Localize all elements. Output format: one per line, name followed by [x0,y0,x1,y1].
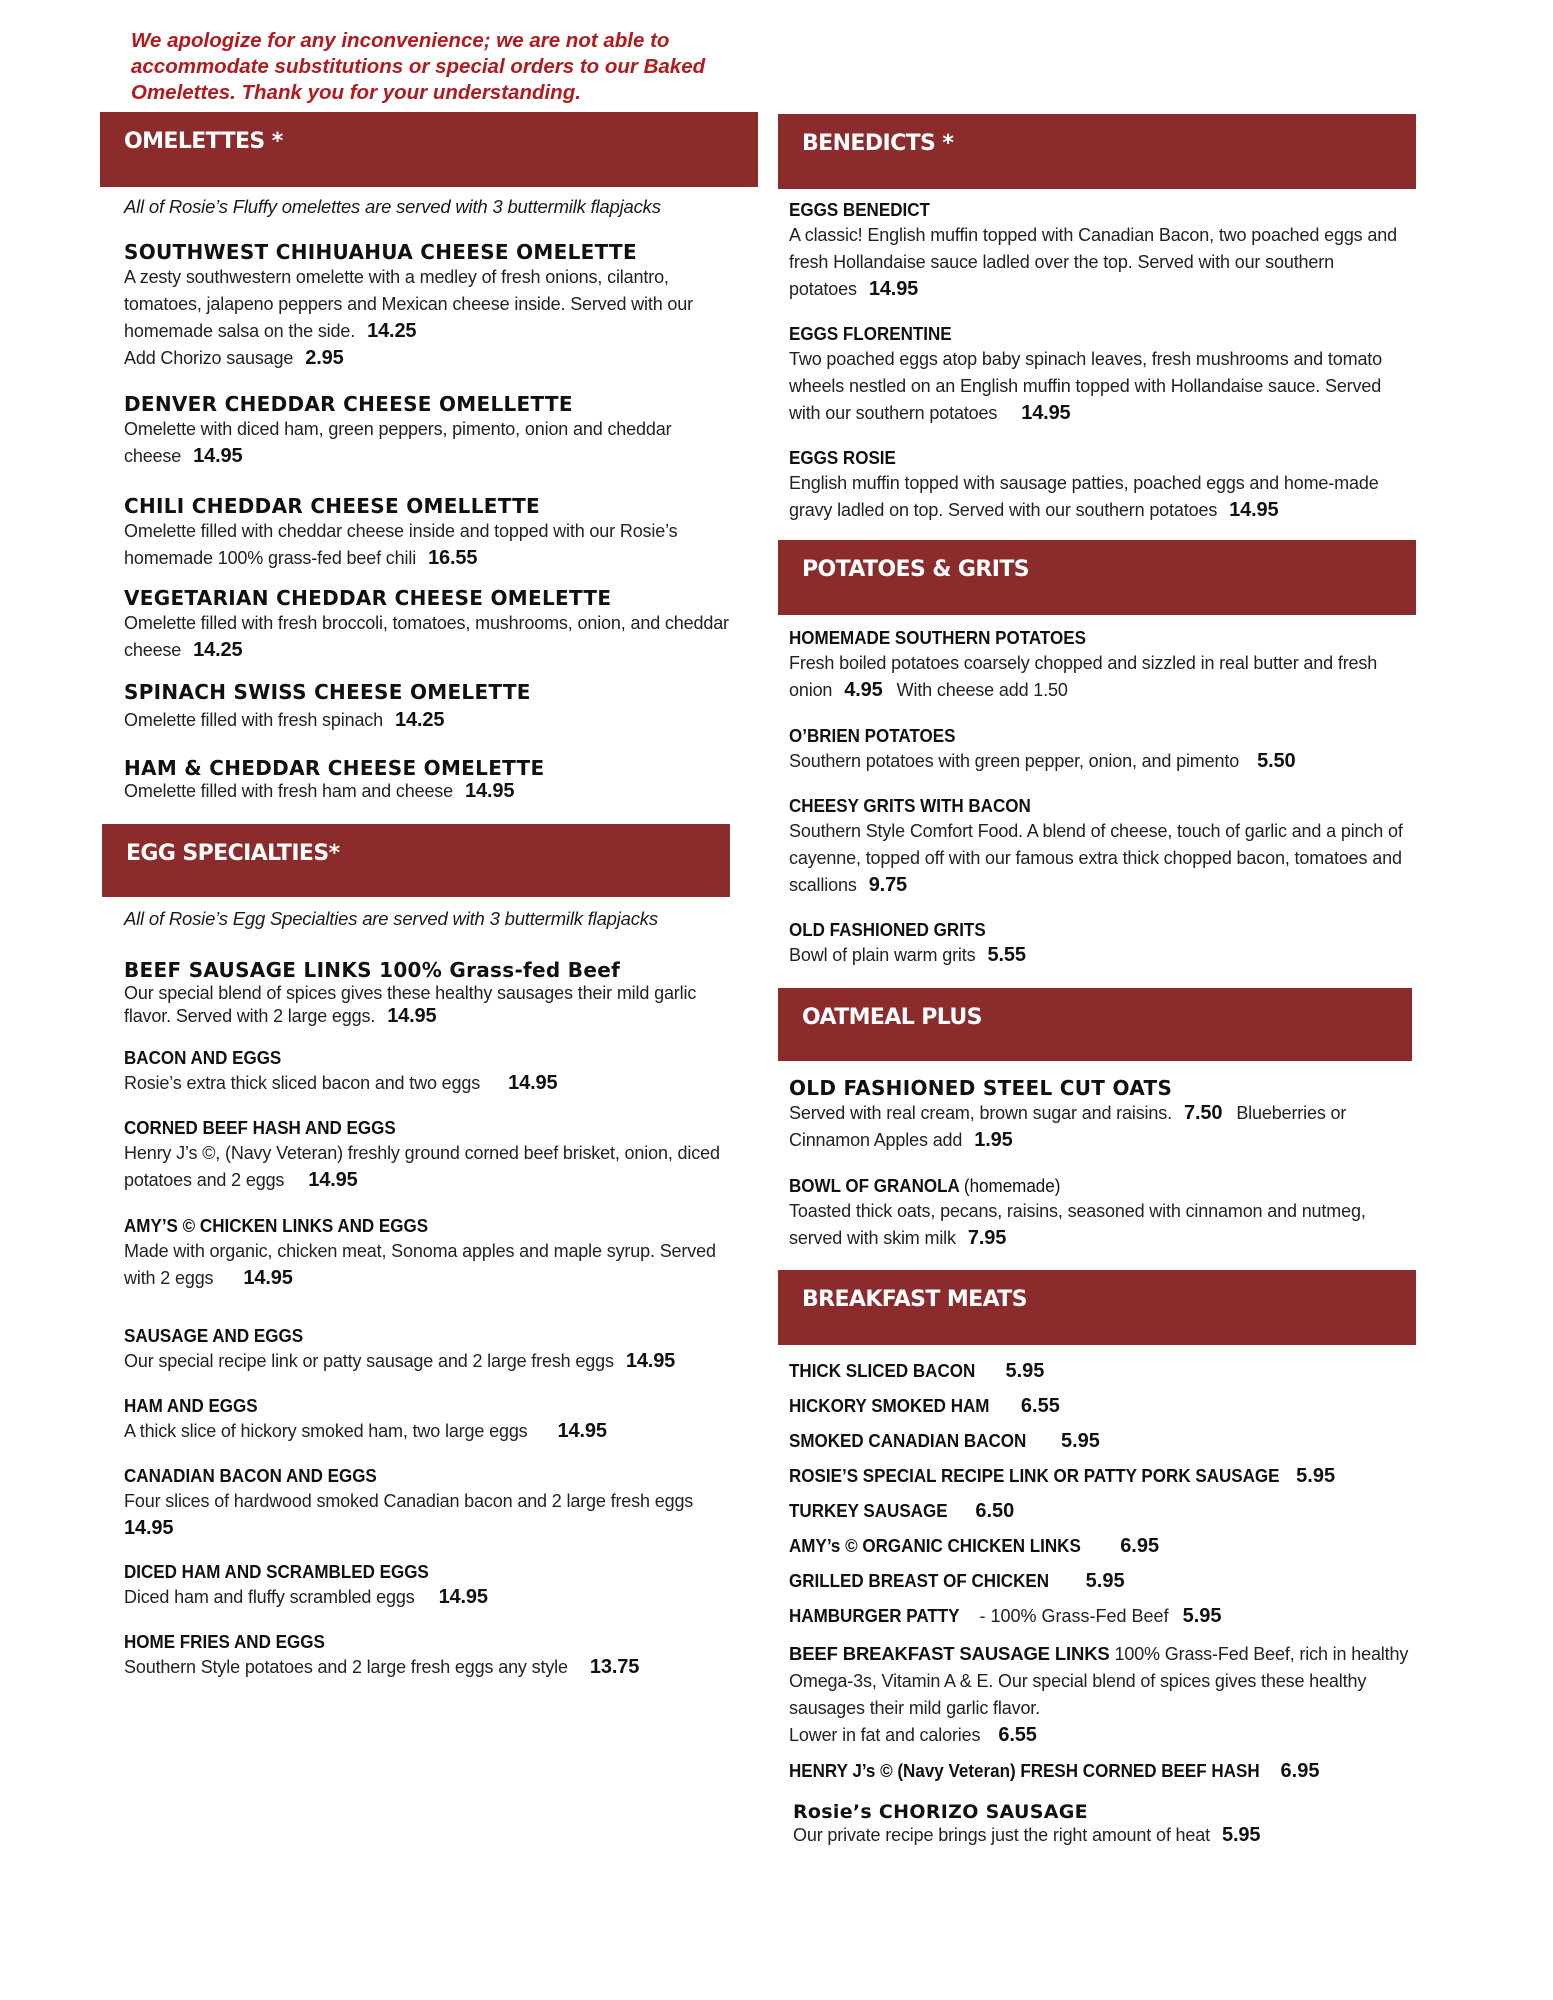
item-price: 14.95 [557,1420,607,1442]
item-description: Made with organic, chicken meat, Sonoma apples and maple syrup. Served with 2 eggs [124,1241,716,1288]
egg-specialties-banner [102,824,730,897]
menu-item [789,1174,1409,1252]
cheese-addon: With cheese add 1.50 [896,680,1068,700]
menu-item [789,198,1409,303]
addon-price: 2.95 [305,347,344,369]
meat-price: 5.95 [1182,1605,1222,1627]
item-price: 13.75 [589,1656,640,1678]
menu-item [124,1560,744,1611]
item-description: Our special blend of spices gives these healthy sausages their mild garlic flavor. Served with 2 large eggs. [124,983,697,1026]
item-name: CANADIAN BACON AND EGGS [124,1465,377,1486]
item-price: 14.95 [243,1267,293,1289]
meat-description-2: Lower in fat and calories [789,1725,981,1745]
item-price: 14.25 [395,709,445,731]
no-substitutions-notice: We apologize for any inconvenience; we are not able to accommodate substitutions or special orders to our Baked Omelettes. Thank you for your understanding. [131,29,706,104]
item-price: 14.95 [465,780,515,802]
meat-name: HENRY J’s © (Navy Veteran) FRESH CORNED BEEF HASH [789,1760,1260,1781]
meat-name: AMY’s © ORGANIC CHICKEN LINKS [789,1535,1081,1556]
egg-specialties-intro: All of Rosie’s Egg Specialties are served with 3 buttermilk flapjacks [124,908,658,929]
menu-item [789,724,1409,775]
item-description: Served with real cream, brown sugar and raisins. [789,1103,1172,1123]
meat-item [789,1760,1319,1783]
item-price: 14.95 [868,278,919,300]
menu-item [124,958,744,1028]
meat-name: GRILLED BREAST OF CHICKEN [789,1570,1050,1591]
meat-name: ROSIE’S SPECIAL RECIPE LINK OR PATTY PORK SAUSAGE [789,1465,1280,1486]
meat-price: 6.95 [1280,1760,1320,1782]
addon-price: 1.95 [974,1129,1013,1151]
menu-item [789,626,1409,704]
item-name: DICED HAM AND SCRAMBLED EGGS [124,1561,429,1582]
menu-item [124,756,744,802]
menu-item [124,680,744,734]
meat-item [789,1360,1044,1383]
item-name: CORNED BEEF HASH AND EGGS [124,1117,396,1138]
item-name: EGGS FLORENTINE [789,323,952,344]
item-name: EGGS BENEDICT [789,199,930,220]
item-name: SAUSAGE AND EGGS [124,1325,304,1346]
meat-item [789,1465,1335,1488]
meat-price: 6.55 [1020,1395,1060,1417]
item-price: 14.95 [508,1072,558,1094]
meat-name: HAMBURGER PATTY [789,1605,960,1626]
omelettes-banner [100,112,758,187]
item-price: 9.75 [868,874,908,896]
granola-name: BOWL OF GRANOLA [789,1175,960,1196]
omelettes-title: OMELETTES * [124,129,283,154]
meat-name: HICKORY SMOKED HAM [789,1395,990,1416]
menu-item [789,1076,1409,1154]
item-description: Omelette filled with cheddar cheese inside and topped with our Rosie’s homemade 100% grass-fed beef chili [124,521,678,568]
item-description: Rosie’s extra thick sliced bacon and two eggs [124,1073,481,1093]
item-description: Omelette filled with fresh spinach [124,710,384,730]
item-price: 14.95 [124,1517,174,1539]
item-price: 7.95 [967,1227,1007,1249]
oatmeal-title: OATMEAL PLUS [802,1005,982,1030]
meat-name: THICK SLICED BACON [789,1360,976,1381]
item-description: Omelette filled with fresh ham and cheese [124,781,454,801]
item-name: HAM & CHEDDAR CHEESE OMELETTE [124,756,545,780]
meat-price: 6.55 [998,1724,1037,1746]
meat-name: TURKEY SAUSAGE [789,1500,948,1521]
item-description: A zesty southwestern omelette with a medley of fresh onions, cilantro, tomatoes, jalapeno peppers and Mexican cheese inside. Served with our homemade salsa on the side. [124,267,693,341]
item-name: VEGETARIAN CHEDDAR CHEESE OMELETTE [124,586,612,610]
item-description: Bowl of plain warm grits [789,945,976,965]
item-description: Four slices of hardwood smoked Canadian bacon and 2 large fresh eggs [124,1491,694,1511]
potatoes-banner [778,540,1416,615]
menu-item [124,1116,744,1194]
meat-description: - 100% Grass-Fed Beef [979,1606,1169,1626]
meat-item [789,1430,1100,1453]
meat-item [793,1800,1413,1846]
egg-specialties-title: EGG SPECIALTIES* [126,841,340,866]
meat-item [789,1395,1060,1418]
breakfast-meats-banner [778,1270,1416,1345]
oats-addon: Blueberries or Cinnamon Apples add [789,1103,1347,1150]
menu-item [124,1394,744,1445]
meat-name: BEEF BREAKFAST SAUSAGE LINKS [789,1643,1110,1664]
item-price: 14.95 [193,445,243,467]
menu-item [124,586,744,664]
item-description: Two poached eggs atop baby spinach leaves, fresh mushrooms and tomato wheels nestled on an English muffin topped with Hollandaise sauce. Served with our southern potatoes [789,349,1383,423]
item-name: HOME FRIES AND EGGS [124,1631,325,1652]
benedicts-banner [778,114,1416,189]
meat-price: 6.50 [975,1500,1015,1522]
item-name: HOMEMADE SOUTHERN POTATOES [789,627,1086,648]
item-name: BEEF SAUSAGE LINKS 100% Grass-fed Beef [124,958,621,982]
item-description: Our special recipe link or patty sausage and 2 large fresh eggs [124,1351,614,1371]
item-description: Henry J’s ©, (Navy Veteran) freshly ground corned beef brisket, onion, diced potatoes and 2 eggs [124,1143,720,1190]
item-name: CHEESY GRITS WITH BACON [789,795,1031,816]
item-description: Omelette with diced ham, green peppers, pimento, onion and cheddar cheese [124,419,672,466]
item-description: Toasted thick oats, pecans, raisins, seasoned with cinnamon and nutmeg, served with skim milk [789,1201,1366,1248]
item-description: Southern potatoes with green pepper, onion, and pimento [789,751,1240,771]
menu-item [124,1046,744,1097]
item-name: AMY’S © CHICKEN LINKS AND EGGS [124,1215,429,1236]
item-description: Fresh boiled potatoes coarsely chopped and sizzled in real butter and fresh onion [789,653,1378,700]
meat-item [789,1570,1125,1593]
item-price: 5.55 [987,944,1026,966]
item-name: OLD FASHIONED STEEL CUT OATS [789,1076,1173,1100]
item-price: 14.95 [625,1350,676,1372]
meat-item [789,1500,1014,1523]
menu-item [124,1464,764,1542]
item-price: 14.95 [1229,499,1279,521]
item-price: 14.95 [1021,402,1071,424]
item-price: 16.55 [428,547,478,569]
item-description: A thick slice of hickory smoked ham, two large eggs [124,1421,528,1441]
item-name: BACON AND EGGS [124,1047,282,1068]
item-description: English muffin topped with sausage patties, poached eggs and home-made gravy ladled on top. Served with our southern potatoes [789,473,1379,520]
meat-price: 5.95 [1221,1824,1261,1846]
meat-description: Our private recipe brings just the right amount of heat [793,1825,1210,1845]
item-price: 4.95 [844,679,883,701]
menu-item [124,494,744,572]
meat-price: 5.95 [1005,1360,1045,1382]
item-price: 5.50 [1257,750,1296,772]
item-name: OLD FASHIONED GRITS [789,919,986,940]
meats-title: BREAKFAST MEATS [802,1287,1027,1312]
menu-item [789,918,1409,969]
menu-item [124,240,744,372]
menu-item [124,1630,764,1681]
meat-item [789,1640,1409,1749]
meat-name: SMOKED CANADIAN BACON [789,1430,1027,1451]
menu-item [789,794,1409,899]
item-price: 14.95 [387,1005,437,1027]
item-name: CHILI CHEDDAR CHEESE OMELLETTE [124,494,541,518]
item-description: Omelette filled with fresh broccoli, tomatoes, mushrooms, onion, and cheddar cheese [124,613,729,660]
item-name: DENVER CHEDDAR CHEESE OMELLETTE [124,392,573,416]
menu-item [124,1324,744,1375]
meat-description: 100% Grass-Fed Beef, rich in healthy Omega-3s, Vitamin A & E. Our special blend of spices gives these healthy sausages their mild garlic flavor. [789,1644,1409,1718]
meat-name: Rosie’s CHORIZO SAUSAGE [793,1801,1088,1823]
meat-price: 5.95 [1060,1430,1100,1452]
item-price: 14.25 [367,320,417,342]
item-name: SOUTHWEST CHIHUAHUA CHEESE OMELETTE [124,240,637,264]
granola-suffix: (homemade) [963,1175,1061,1196]
meat-price: 6.95 [1120,1535,1160,1557]
item-price: 14.95 [438,1586,488,1608]
item-name: O’BRIEN POTATOES [789,725,956,746]
benedicts-title: BENEDICTS * [802,131,954,156]
item-price: 14.95 [308,1169,358,1191]
item-description: A classic! English muffin topped with Canadian Bacon, two poached eggs and fresh Hollandaise sauce ladled over the top. Served with our southern potatoes [789,225,1397,299]
oatmeal-banner [778,988,1412,1061]
item-price: 7.50 [1183,1102,1223,1124]
addon-label: Add Chorizo sausage [124,348,294,368]
meat-item [789,1535,1159,1558]
menu-item [124,1214,744,1292]
item-description: Southern Style Comfort Food. A blend of cheese, touch of garlic and a pinch of cayenne, topped off with our famous extra thick chopped bacon, tomatoes and scallions [789,821,1403,895]
item-name: SPINACH SWISS CHEESE OMELETTE [124,680,531,704]
menu-item [789,322,1409,427]
item-description: Diced ham and fluffy scrambled eggs [124,1587,415,1607]
item-name: HAM AND EGGS [124,1395,258,1416]
meat-price: 5.95 [1296,1465,1336,1487]
item-name: EGGS ROSIE [789,447,896,468]
meat-price: 5.95 [1085,1570,1125,1592]
potatoes-title: POTATOES & GRITS [802,557,1029,582]
omelettes-intro: All of Rosie’s Fluffy omelettes are served with 3 buttermilk flapjacks [124,196,661,217]
item-price: 14.25 [193,639,243,661]
item-name [789,1174,1359,1198]
item-description: Southern Style potatoes and 2 large fresh eggs any style [124,1657,568,1677]
menu-item [789,446,1409,524]
meat-item [789,1605,1222,1628]
menu-item [124,392,744,470]
